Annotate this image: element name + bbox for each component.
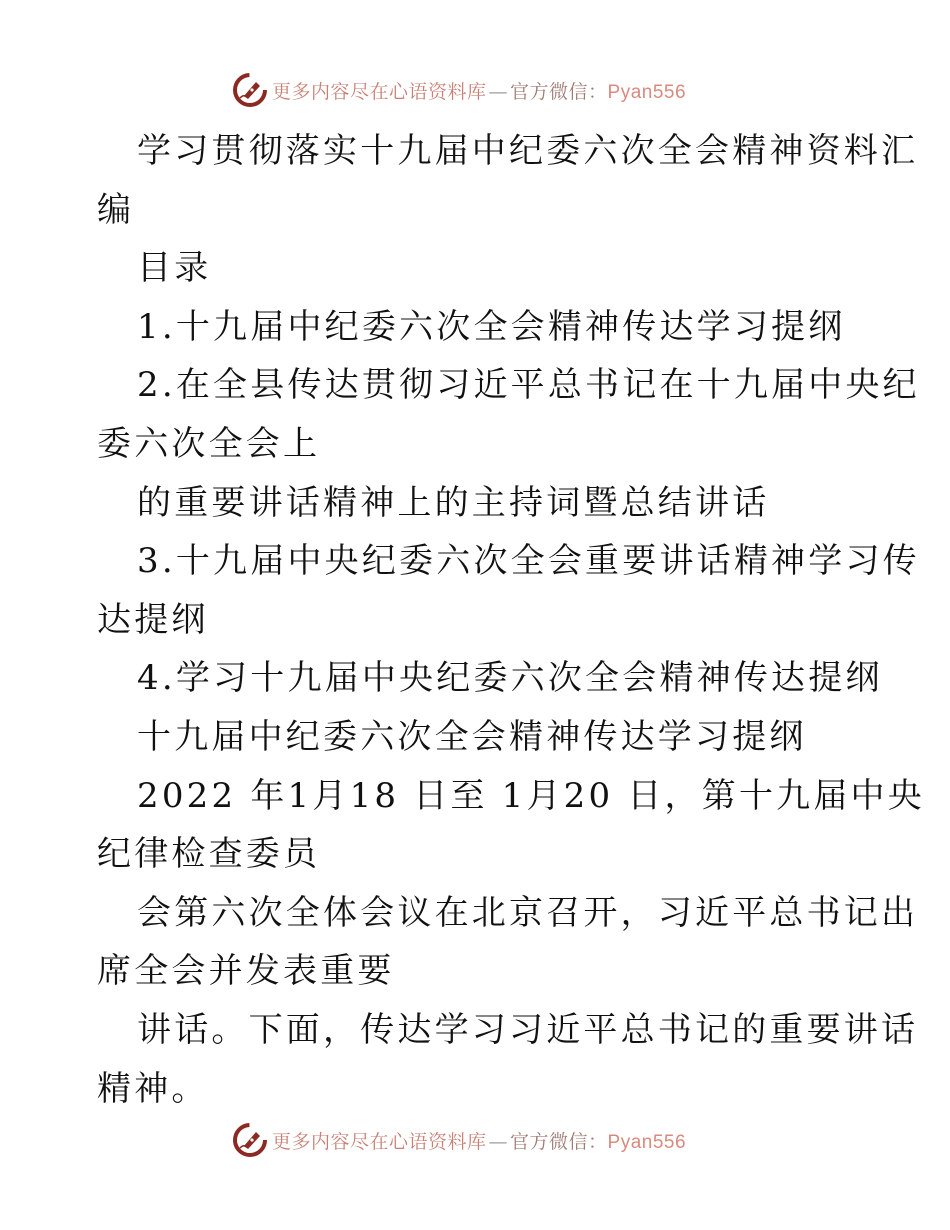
watermark-text [272, 77, 686, 104]
watermark-separator: — [488, 1130, 509, 1153]
paragraph-line: 纪律检查委员 [97, 834, 321, 875]
toc-item-3-line-1: 3.十九届中央纪委六次全会重要讲话精神学习传 [137, 541, 920, 582]
paragraph-line: 席全会并发表重要 [97, 951, 395, 992]
toc-item-4: 4.学习十九届中央纪委六次全会精神传达提纲 [137, 658, 883, 699]
paragraph-line: 会第六次全体会议在北京召开，习近平总书记出 [137, 892, 919, 933]
toc-item-2-line-3: 的重要讲话精神上的主持词暨总结讲话 [137, 482, 770, 523]
watermark-site-text: 更多内容尽在心语资料库 [272, 80, 487, 103]
toc-item-2-line-1: 2.在全县传达贯彻习近平总书记在十九届中央纪 [137, 365, 920, 406]
toc-item-1: 1.十九届中纪委六次全会精神传达学习提纲 [137, 306, 846, 347]
watermark-header [232, 70, 686, 110]
toc-item-2-line-2: 委六次全会上 [97, 423, 321, 464]
paragraph-line: 讲话。下面，传达学习习近平总书记的重要讲话 [137, 1009, 919, 1050]
document-title-line-2: 编 [97, 189, 135, 230]
toc-item-3-line-2: 达提纲 [97, 599, 209, 640]
toc-heading: 目录 [137, 248, 212, 289]
watermark-text [272, 1127, 686, 1154]
document-title-line-1: 学习贯彻落实十九届中纪委六次全会精神资料汇 [137, 131, 919, 171]
paragraph-line: 精神。 [97, 1068, 209, 1109]
watermark-site-text: 更多内容尽在心语资料库 [272, 1130, 487, 1153]
watermark-wechat-id: Pyan556 [607, 1131, 687, 1153]
watermark-wechat-label: 官方微信： [510, 1130, 608, 1153]
watermark-separator: — [488, 80, 509, 103]
paragraph-line: 2022 年1月18 日至 1月20 日，第十九届中央 [137, 775, 925, 816]
pen-nib-logo-icon [232, 1122, 268, 1158]
watermark-wechat-id: Pyan556 [607, 81, 687, 103]
watermark-wechat-label: 官方微信： [510, 80, 608, 103]
document-body [97, 122, 925, 1118]
watermark-footer [232, 1120, 686, 1160]
pen-nib-logo-icon [232, 72, 268, 108]
section-heading: 十九届中纪委六次全会精神传达学习提纲 [137, 716, 807, 757]
